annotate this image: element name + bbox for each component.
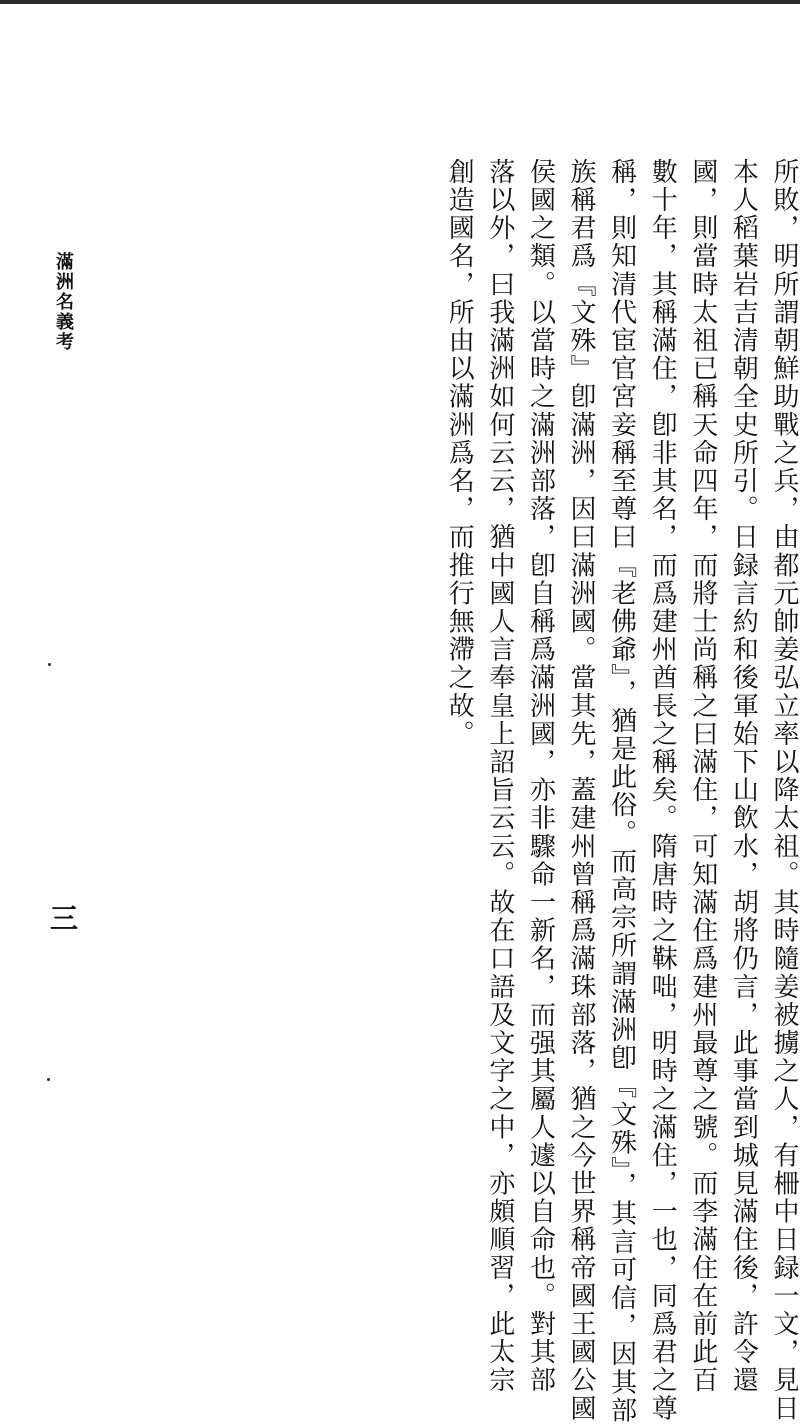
text-column: 國，則當時太祖已稱天命四年，而將士尚稱之曰滿住，可知滿住爲建州最尊之號。而李滿住在前此百: [687, 158, 718, 1395]
running-head-title: 滿洲名義考: [53, 252, 74, 352]
text-column: 族稱君爲『文殊』卽滿洲，因曰滿洲國。當其先，蓋建州曾稱爲滿珠部落，猶之今世界稱帝國王國公國: [566, 158, 597, 1423]
scan-speck: [48, 663, 51, 666]
text-column: 數十年，其稱滿住，卽非其名，而爲建州酋長之稱矣。隋唐時之靺咄，明時之滿住，一也，同爲君之尊: [647, 158, 678, 1423]
text-column: 所敗，明所謂朝鮮助戰之兵，由都元帥姜弘立率以降太祖。其時隨姜被擄之人，有柵中日録一文，見日: [769, 158, 799, 1423]
text-column: 稱，則知清代宦官宮妾稱至尊曰『老佛爺』，猶是此俗。而高宗所謂滿洲卽『文殊』，其言可信，因其部: [606, 158, 637, 1425]
text-column: 創造國名，所由以滿洲爲名，而推行無滯之故。: [444, 158, 475, 749]
text-column: 本人稻葉岩吉清朝全史所引。日録言約和後軍始下山飲水，胡將仍言，此事當到城見滿住後，許令還: [728, 158, 759, 1395]
page-number: 三: [50, 902, 79, 935]
top-border-line: [0, 0, 800, 4]
main-text-block: [322, 158, 800, 1425]
text-column: 落以外，曰我滿洲如何云云，猶中國人言奉皇上詔旨云云。故在口語及文字之中，亦頗順習，此太宗: [484, 158, 515, 1395]
scan-speck: [47, 1078, 50, 1081]
text-column: 侯國之類。以當時之滿洲部落，卽自稱爲滿洲國，亦非驟命一新名，而强其屬人遽以自命也。對其部: [525, 158, 556, 1395]
